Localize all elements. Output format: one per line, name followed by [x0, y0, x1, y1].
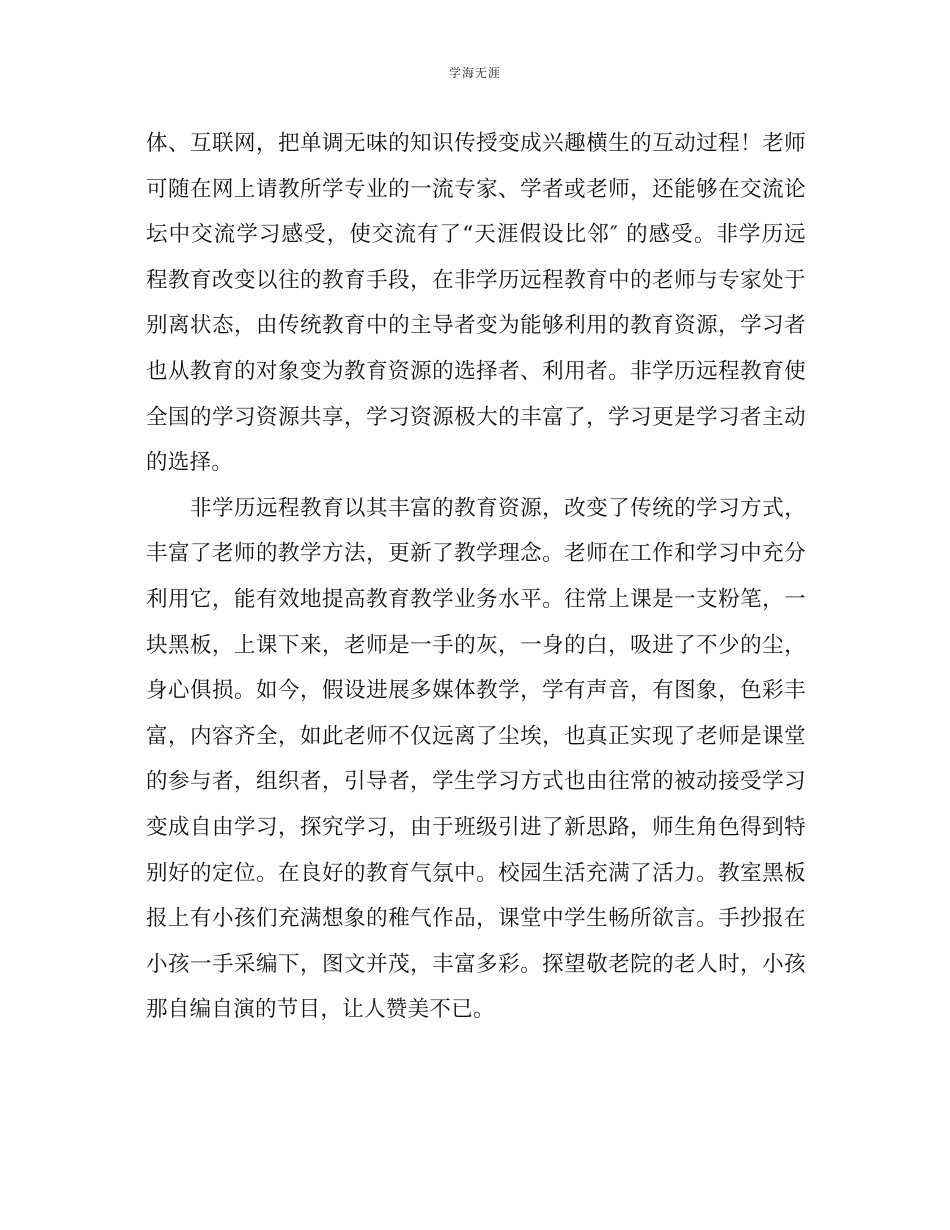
text-line: 别好的定位。在良好的教育气氛中。校园生活充满了活力。教室黑板: [146, 860, 806, 886]
text-line: 利用它，能有效地提高教育教学业务水平。往常上课是一支粉笔，一: [146, 586, 806, 612]
text-line: 富，内容齐全，如此老师不仅远离了尘埃，也真正实现了老师是课堂: [146, 723, 806, 749]
text-line: 程教育改变以往的教育手段，在非学历远程教育中的老师与专家处于: [146, 267, 806, 293]
text-line: 身心俱损。如今，假设进展多媒体教学，学有声音，有图象，色彩丰: [146, 678, 806, 704]
text-line: 那自编自演的节目，让人赞美不已。: [146, 997, 495, 1023]
text-line: 非学历远程教育以其丰富的教育资源，改变了传统的学习方式，: [190, 495, 806, 521]
text-line: 体、互联网，把单调无味的知识传授变成兴趣横生的互动过程！老师: [146, 131, 806, 156]
text-line: 变成自由学习，探究学习，由于班级引进了新思路，师生角色得到特: [146, 814, 806, 840]
text-line: 的选择。: [146, 450, 234, 476]
body-text: [146, 121, 806, 1033]
text-line: 的参与者，组织者，引导者，学生学习方式也由往常的被动接受学习: [146, 769, 806, 795]
text-line: 别离状态，由传统教育中的主导者变为能够利用的教育资源，学习者: [146, 313, 806, 339]
text-line: 小孩一手采编下，图文并茂，丰富多彩。探望敬老院的老人时，小孩: [146, 951, 806, 977]
text-line: 可随在网上请教所学专业的一流专家、学者或老师，还能够在交流论: [146, 176, 806, 202]
text-line: 块黑板，上课下来，老师是一手的灰，一身的白，吸进了不少的尘，: [146, 632, 806, 658]
text-line: 也从教育的对象变为教育资源的选择者、利用者。非学历远程教育使: [146, 358, 806, 384]
text-line: 全国的学习资源共享，学习资源极大的丰富了，学习更是学习者主动: [146, 404, 806, 430]
text-line: 报上有小孩们充满想象的稚气作品，课堂中学生畅所欲言。手抄报在: [146, 906, 806, 932]
paragraph-2: [146, 486, 806, 1033]
paragraph-1: [146, 121, 806, 486]
page-header: 学海无涯: [448, 66, 501, 80]
text-line: 丰富了老师的教学方法，更新了教学理念。老师在工作和学习中充分: [146, 541, 806, 567]
text-line: 坛中交流学习感受，使交流有了“天涯假设比邻″ 的感受。非学历远: [146, 222, 806, 248]
